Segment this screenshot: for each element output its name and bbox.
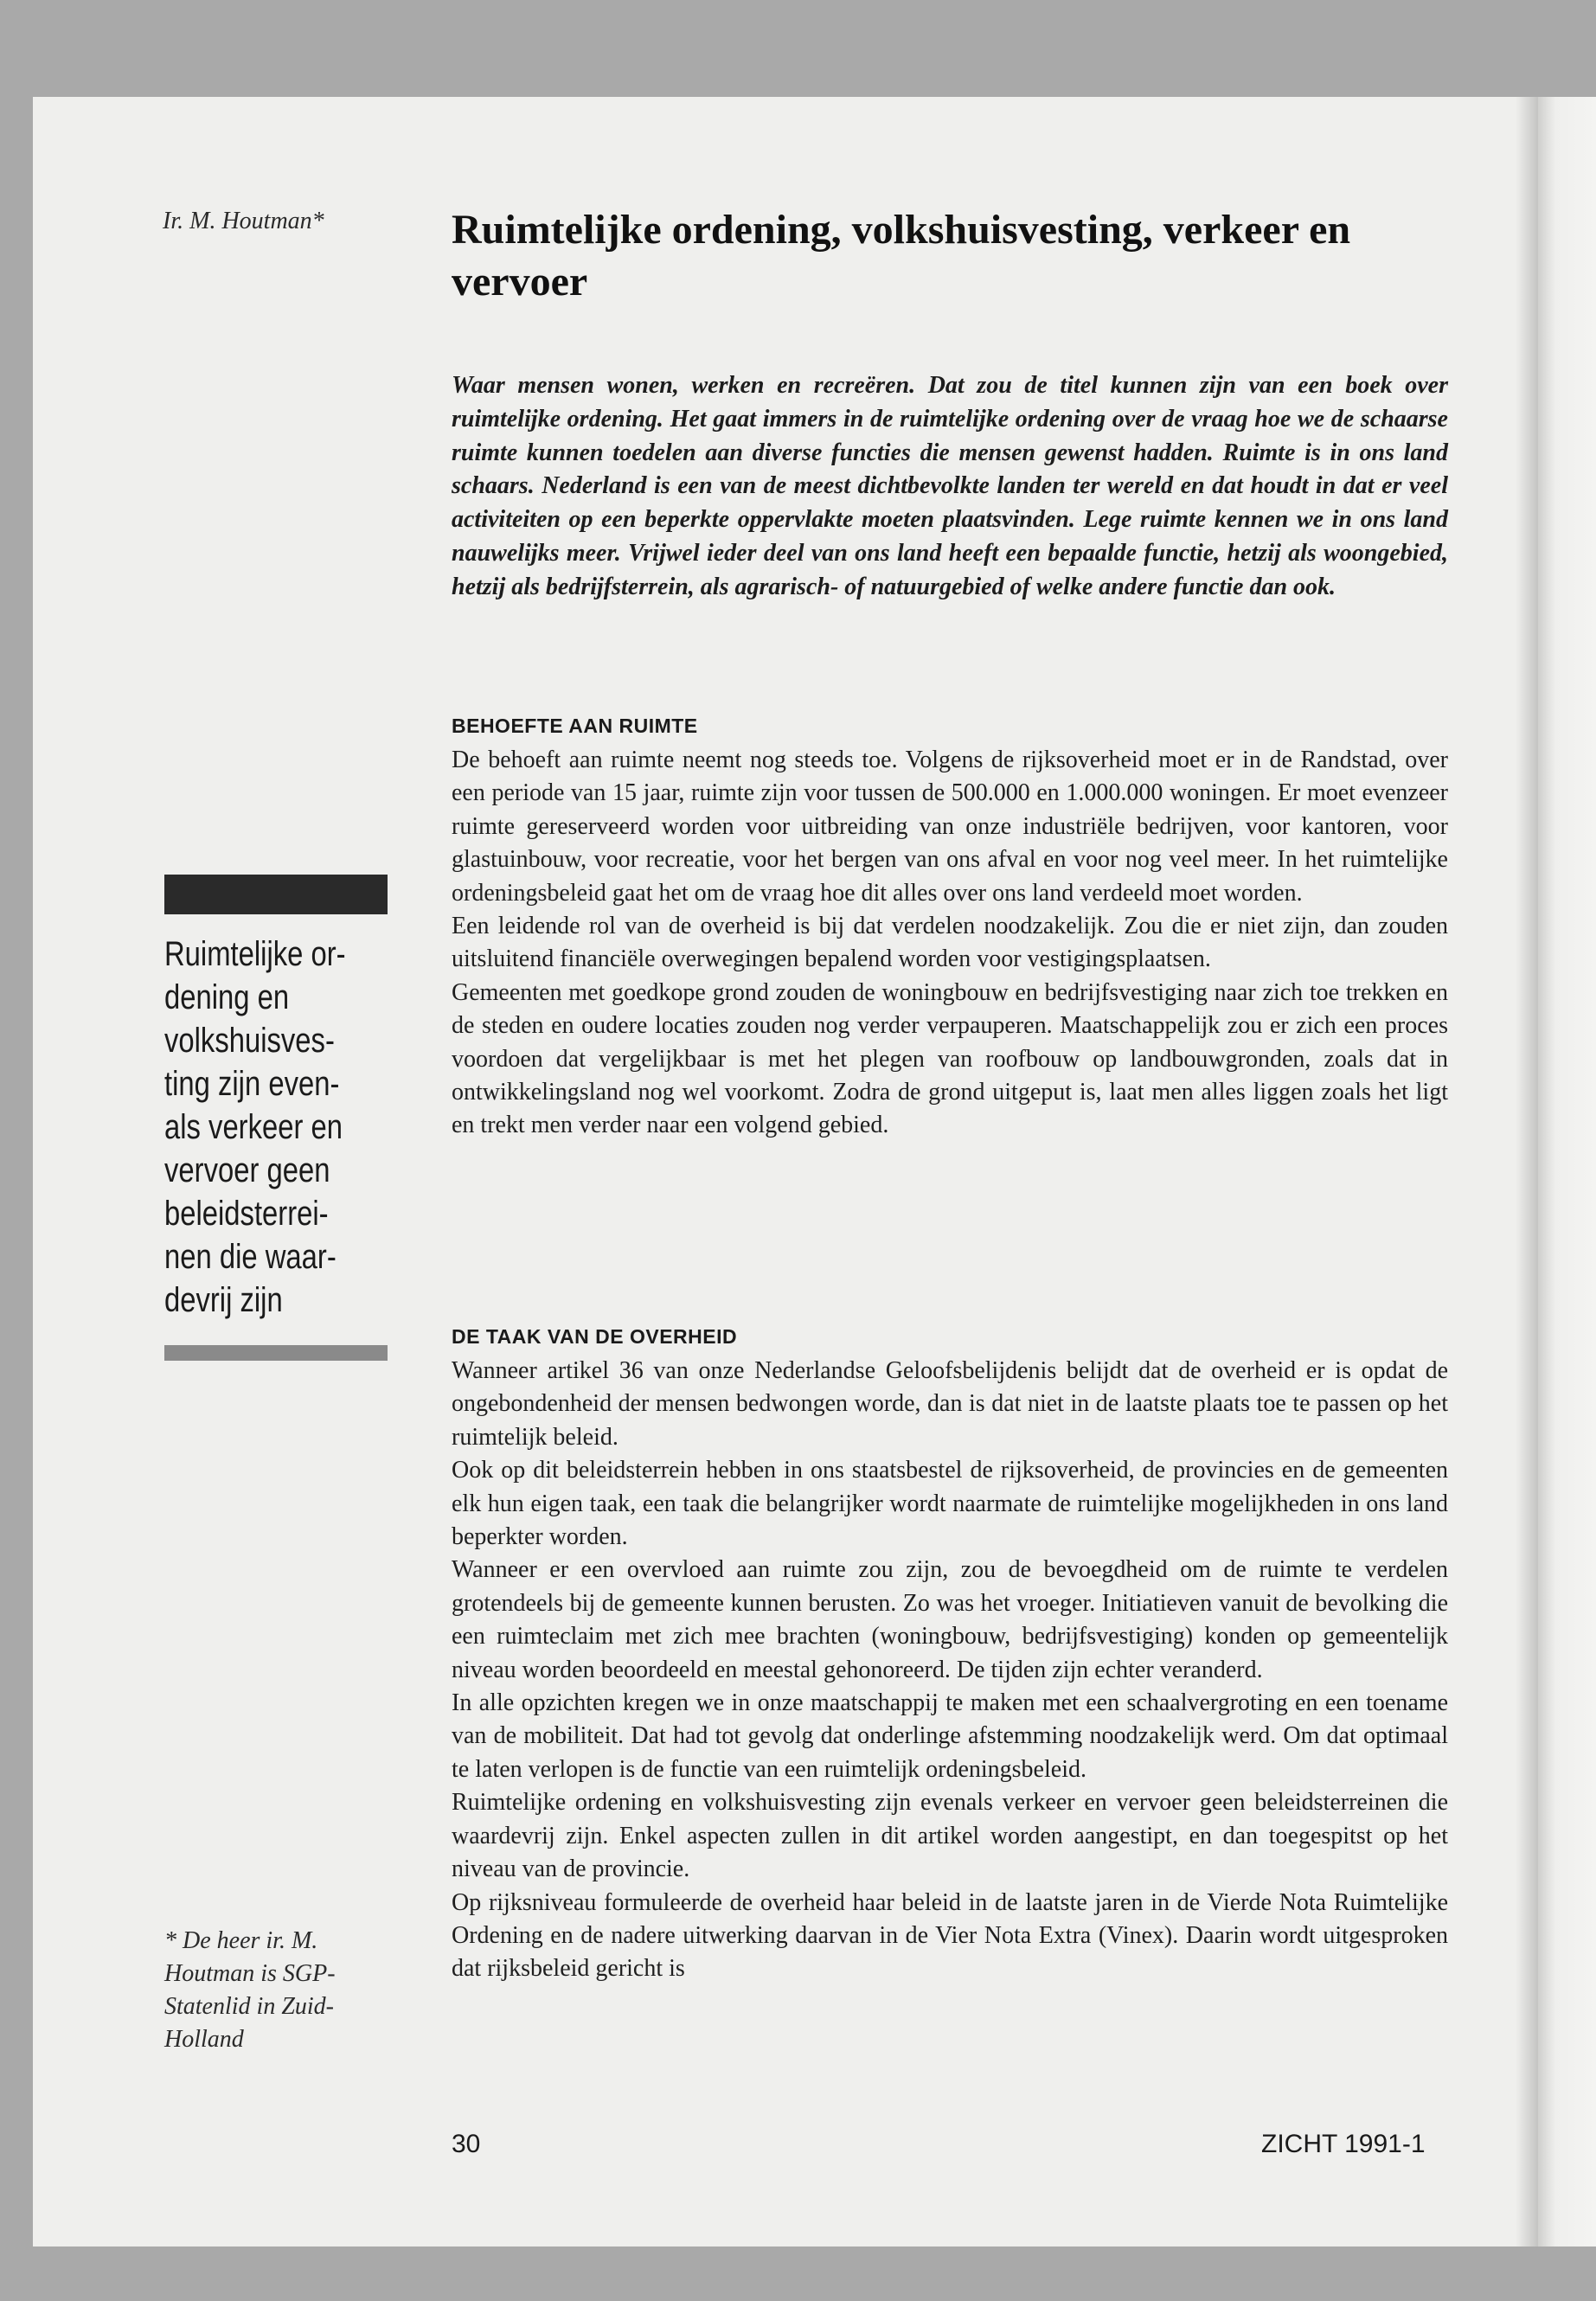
pullquote: Ruimtelijke or- dening en volkshuisves- ting zijn even- als verkeer en vervoer geen beleidsterrei- nen die waar- devrij zijn [164, 935, 346, 1319]
adjacent-page-edge [1538, 97, 1596, 2247]
pullquote-bar-top [164, 875, 388, 914]
article-title: Ruimtelijke ordening, volkshuisvesting, verkeer en vervoer [452, 207, 1351, 304]
journal-issue: ZICHT 1991-1 [1261, 2130, 1426, 2158]
author-footnote: * De heer ir. M. Houtman is SGP- Statenlid in Zuid- Holland [164, 1927, 336, 2053]
paragraph: De behoeft aan ruimte neemt nog steeds toe. Volgens de rijksoverheid moet er in de Randstad, over een periode van 15 jaar, ruimte zijn voor tussen de 500.000 en 1.000.000 woningen. Er moet evenzeer ruimte gereserveerd worden voor uitbreiding van onze industriële bedrijven, voor kantoren, voor glastuinbouw, voor recreatie, voor het bergen van ons afval en voor nog veel meer. In het ruimtelijke ordeningsbeleid gaat het om de vraag hoe dit alles over ons land verdeeld moet worden. [452, 747, 1448, 907]
binding-shadow [1516, 97, 1538, 2247]
pullquote-bar-bottom [164, 1345, 388, 1361]
section-body-behoefte [452, 744, 1448, 1143]
page-number: 30 [452, 2130, 481, 2158]
paragraph: Gemeenten met goedkope grond zouden de woningbouw en bedrijfsvestiging naar zich toe trekken en de steden en oudere locaties zouden nog verder verpauperen. Maatschappelijk zou er zich een proces voordoen dat vergelijkbaar is met het plegen van roofbouw op landbouwgronden, zoals dat in ontwikkelingsland nog wel voorkomt. Zodra de grond uitgeput is, laat men alles liggen zoals het ligt en trekt men verder naar een volgend gebied. [452, 978, 1448, 1139]
intro-paragraph: Waar mensen wonen, werken en recreëren. Dat zou de titel kunnen zijn van een boek over ruimtelijke ordening. Het gaat immers in de ruimtelijke ordening over de vraag hoe we de schaarse ruimte kunnen toedelen aan diverse functies die mensen gewenst hadden. Ruimte is in ons land schaars. Nederland is een van de meest dichtbevolkte landen ter wereld en dat houdt in dat er veel activiteiten op een beperkte oppervlakte moeten plaatsvinden. Lege ruimte kennen we in ons land nauwelijks meer. Vrijwel ieder deel van ons land heeft een bepaalde functie, hetzij als woongebied, hetzij als bedrijfsterrein, als agrarisch- of natuurgebied of welke andere functie dan ook. [452, 372, 1448, 600]
author-byline: Ir. M. Houtman* [163, 208, 324, 234]
paragraph: Ook op dit beleidsterrein hebben in ons staatsbestel de rijksoverheid, de provincies en de gemeenten elk hun eigen taak, een taak die belangrijker wordt naarmate de ruimtelijke mogelijkheden in ons land beperkter worden. [452, 1457, 1448, 1551]
paragraph: Ruimtelijke ordening en volkshuisvesting zijn evenals verkeer en vervoer geen beleidsterreinen die waardevrij zijn. Enkel aspecten zullen in dit artikel worden aangestipt, en dan toegespitst op het niveau van de provincie. [452, 1789, 1448, 1883]
section-heading-taak: DE TAAK VAN DE OVERHEID [452, 1325, 738, 1348]
paragraph: Een leidende rol van de overheid is bij dat verdelen noodzakelijk. Zou die er niet zijn, dan zouden uitsluitend financiële overwegingen bepalend worden voor vestigingsplaatsen. [452, 913, 1448, 973]
paragraph: In alle opzichten kregen we in onze maatschappij te maken met een schaalvergroting en een toename van de mobiliteit. Dat had tot gevolg dat onderlinge afstemming noodzakelijk werd. Om dat optimaal te laten verlopen is de functie van een ruimtelijk ordeningsbeleid. [452, 1689, 1448, 1783]
paragraph: Wanneer artikel 36 van onze Nederlandse Geloofsbelijdenis belijdt dat de overheid er is opdat de ongebondenheid der mensen bedwongen worde, dan is dat niet in de laatste plaats toe te passen op het ruimtelijk beleid. [452, 1357, 1448, 1451]
section-heading-behoefte: BEHOEFTE AAN RUIMTE [452, 715, 698, 737]
section-body-taak [452, 1355, 1448, 1986]
paragraph: Op rijksniveau formuleerde de overheid haar beleid in de laatste jaren in de Vierde Nota Ruimtelijke Ordening en de nadere uitwerking daarvan in de Vier Nota Extra (Vinex). Daarin wordt uitgesproken dat rijksbeleid gericht is [452, 1888, 1448, 1983]
paragraph: Wanneer er een overvloed aan ruimte zou zijn, zou de bevoegdheid om de ruimte te verdelen grotendeels bij de gemeente kunnen berusten. Zo was het vroeger. Initiatieven vanuit de bevolking die een ruimteclaim met zich mee brachten (woningbouw, bedrijfsvestiging) konden op gemeentelijk niveau worden beoordeeld en meestal gehonoreerd. De tijden zijn echter veranderd. [452, 1556, 1448, 1683]
